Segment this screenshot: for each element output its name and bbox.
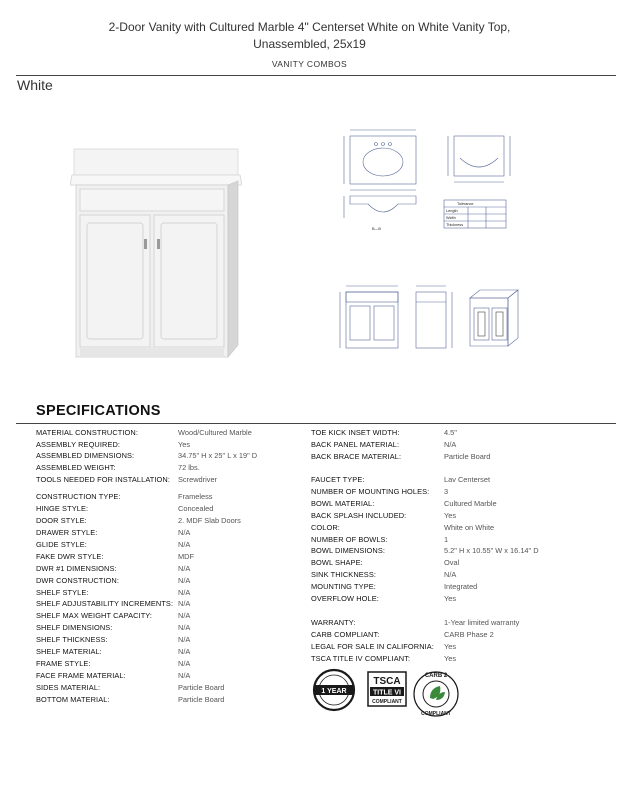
spec-value: N/A bbox=[178, 540, 191, 549]
spec-label: SHELF STYLE: bbox=[36, 588, 89, 597]
spec-label: SHELF MATERIAL: bbox=[36, 647, 102, 656]
spec-label: GLIDE STYLE: bbox=[36, 540, 87, 549]
spec-label: CARB COMPLIANT: bbox=[311, 630, 380, 639]
spec-value: Yes bbox=[444, 642, 457, 651]
specifications-divider bbox=[16, 423, 616, 424]
spec-value: N/A bbox=[178, 588, 191, 597]
spec-label: WARRANTY: bbox=[311, 618, 356, 627]
spec-value: 2. MDF Slab Doors bbox=[178, 516, 241, 525]
spec-label: BACK PANEL MATERIAL: bbox=[311, 440, 400, 449]
spec-label: DWR CONSTRUCTION: bbox=[36, 576, 119, 585]
spec-label: TOOLS NEEDED FOR INSTALLATION: bbox=[36, 475, 171, 484]
spec-value: 72 lbs. bbox=[178, 463, 200, 472]
technical-drawings bbox=[332, 122, 532, 362]
tolerance-title: Tolerance bbox=[457, 202, 474, 206]
spec-label: ASSEMBLED DIMENSIONS: bbox=[36, 451, 135, 460]
spec-label: NUMBER OF MOUNTING HOLES: bbox=[311, 487, 430, 496]
warranty-badge-text: 1 YEAR bbox=[321, 688, 347, 695]
tsca-badge-line2: TITLE VI bbox=[373, 689, 401, 697]
spec-value: Yes bbox=[444, 511, 457, 520]
spec-value: N/A bbox=[178, 623, 191, 632]
spec-label: DWR #1 DIMENSIONS: bbox=[36, 564, 117, 573]
spec-value: N/A bbox=[178, 528, 191, 537]
spec-value: N/A bbox=[178, 647, 191, 656]
spec-label: BOTTOM MATERIAL: bbox=[36, 695, 110, 704]
spec-value: N/A bbox=[444, 440, 457, 449]
spec-value: Oval bbox=[444, 558, 460, 567]
product-photo bbox=[70, 145, 242, 363]
spec-label: FACE FRAME MATERIAL: bbox=[36, 671, 126, 680]
spec-value: Wood/Cultured Marble bbox=[178, 428, 252, 437]
spec-label: CONSTRUCTION TYPE: bbox=[36, 492, 121, 501]
spec-value: Particle Board bbox=[444, 452, 491, 461]
tolerance-row-width: Width bbox=[446, 216, 456, 220]
spec-value: Yes bbox=[444, 654, 457, 663]
spec-value: CARB Phase 2 bbox=[444, 630, 494, 639]
spec-label: TSCA TITLE IV COMPLIANT: bbox=[311, 654, 411, 663]
tsca-badge-line3: COMPLIANT bbox=[372, 699, 402, 705]
spec-label: SHELF THICKNESS: bbox=[36, 635, 108, 644]
spec-value: N/A bbox=[178, 611, 191, 620]
tolerance-row-length: Length bbox=[446, 209, 458, 213]
spec-label: BOWL SHAPE: bbox=[311, 558, 363, 567]
spec-label: ASSEMBLED WEIGHT: bbox=[36, 463, 116, 472]
spec-value: N/A bbox=[178, 671, 191, 680]
spec-value: Frameless bbox=[178, 492, 213, 501]
spec-label: MATERIAL CONSTRUCTION: bbox=[36, 428, 138, 437]
spec-value: Particle Board bbox=[178, 695, 225, 704]
carb-badge-line1: CARB 2 bbox=[424, 673, 448, 679]
spec-value: N/A bbox=[444, 570, 457, 579]
tolerance-row-thickness: Thickness bbox=[446, 223, 464, 227]
spec-label: HINGE STYLE: bbox=[36, 504, 89, 513]
spec-value: Cultured Marble bbox=[444, 499, 497, 508]
spec-label: FAKE DWR STYLE: bbox=[36, 552, 104, 561]
specifications-heading: SPECIFICATIONS bbox=[36, 403, 161, 419]
tsca-badge bbox=[368, 672, 406, 706]
spec-label: COLOR: bbox=[311, 523, 340, 532]
spec-label: BACK SPLASH INCLUDED: bbox=[311, 511, 407, 520]
spec-value: Integrated bbox=[444, 582, 478, 591]
carb-badge-line2: COMPLIANT bbox=[421, 711, 451, 717]
certification-badges bbox=[312, 668, 462, 734]
spec-value: White on White bbox=[444, 523, 495, 532]
carb-badge bbox=[414, 672, 458, 717]
spec-value: Lav Centerset bbox=[444, 475, 491, 484]
spec-value: N/A bbox=[178, 576, 191, 585]
spec-label: BOWL DIMENSIONS: bbox=[311, 546, 386, 555]
tsca-badge-line1: TSCA bbox=[373, 676, 401, 687]
header-divider bbox=[16, 75, 616, 76]
spec-value: 34.75" H x 25" L x 19" D bbox=[178, 451, 258, 460]
spec-value: Yes bbox=[178, 440, 191, 449]
warranty-badge bbox=[314, 670, 354, 710]
spec-value: 4.5" bbox=[444, 428, 457, 437]
color-name: White bbox=[17, 77, 53, 93]
spec-label: OVERFLOW HOLE: bbox=[311, 594, 379, 603]
spec-value: N/A bbox=[178, 564, 191, 573]
spec-label: SINK THICKNESS: bbox=[311, 570, 377, 579]
spec-value: MDF bbox=[178, 552, 195, 561]
title-line-1: 2-Door Vanity with Cultured Marble 4" Centerset White on White Vanity Top, bbox=[108, 20, 511, 34]
spec-label: SHELF ADJUSTABILITY INCREMENTS: bbox=[36, 599, 174, 608]
spec-label: ASSEMBLY REQUIRED: bbox=[36, 440, 121, 449]
spec-value: 1 bbox=[444, 535, 449, 544]
spec-label: NUMBER OF BOWLS: bbox=[311, 535, 388, 544]
spec-label: MOUNTING TYPE: bbox=[311, 582, 376, 591]
spec-label: FAUCET TYPE: bbox=[311, 475, 365, 484]
spec-value: 3 bbox=[444, 487, 449, 496]
spec-label: BOWL MATERIAL: bbox=[311, 499, 375, 508]
spec-label: FRAME STYLE: bbox=[36, 659, 91, 668]
spec-value: N/A bbox=[178, 635, 191, 644]
spec-value: N/A bbox=[178, 659, 191, 668]
spec-label: SIDES MATERIAL: bbox=[36, 683, 101, 692]
category-label: VANITY COMBOS bbox=[271, 59, 348, 69]
spec-value: Concealed bbox=[178, 504, 214, 513]
spec-label: BACK BRACE MATERIAL: bbox=[311, 452, 402, 461]
spec-label: LEGAL FOR SALE IN CALIFORNIA: bbox=[311, 642, 434, 651]
document-title bbox=[0, 19, 619, 53]
spec-label: SHELF DIMENSIONS: bbox=[36, 623, 113, 632]
spec-value: 1-Year limited warranty bbox=[444, 618, 520, 627]
spec-value: N/A bbox=[178, 599, 191, 608]
section-label: B—B bbox=[372, 227, 381, 231]
spec-label: TOE KICK INSET WIDTH: bbox=[311, 428, 400, 437]
top-view-outline bbox=[350, 136, 416, 184]
spec-label: SHELF MAX WEIGHT CAPACITY: bbox=[36, 611, 153, 620]
spec-label: DRAWER STYLE: bbox=[36, 528, 98, 537]
spec-value: Particle Board bbox=[178, 683, 225, 692]
spec-label: DOOR STYLE: bbox=[36, 516, 87, 525]
spec-value: 5.2" H x 10.55" W x 16.14" D bbox=[444, 546, 539, 555]
spec-value: Screwdriver bbox=[178, 475, 218, 484]
title-line-2: Unassembled, 25x19 bbox=[253, 37, 366, 51]
spec-value: Yes bbox=[444, 594, 457, 603]
